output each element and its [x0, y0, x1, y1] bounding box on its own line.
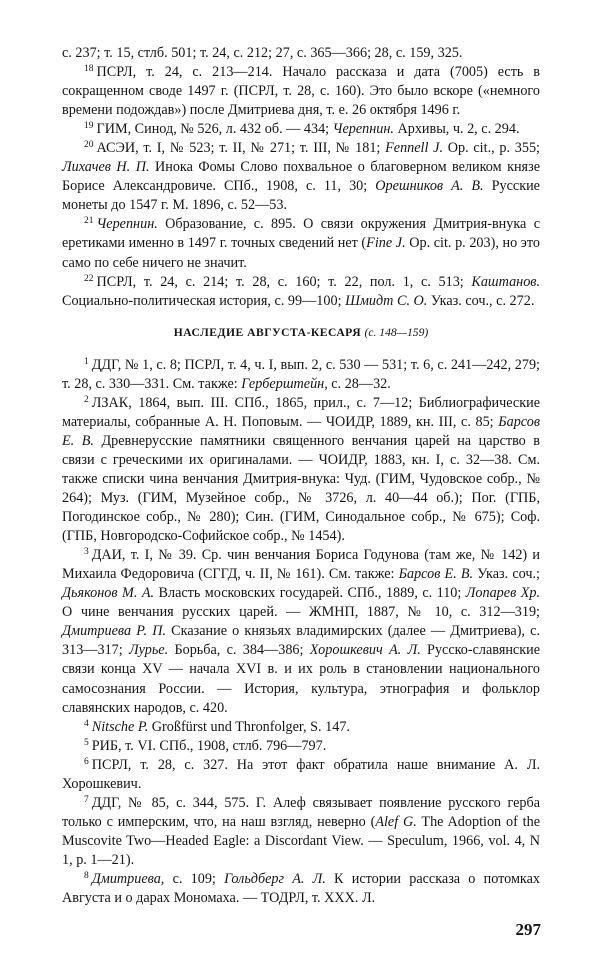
- footnote-3: [62, 546, 540, 717]
- footnote-number: 4: [84, 718, 89, 729]
- footnote-author-italic: Орешников А. В.: [375, 178, 484, 195]
- footnote-text: Борьба, с. 384—386;: [168, 642, 310, 659]
- footnote-text: ГИМ, Синод, № 526, л. 432 об. — 434;: [96, 121, 333, 138]
- footnote-text: ЛЗАК, 1864, вып. III. СПб., 1865, прил., с. 7—12; Библиографические материалы, собранные А. Н. Поповым. — ЧОИДР, 1889, кн. III, с. 85;: [62, 394, 540, 430]
- footnote-author-italic: Лихачев Н. П.: [62, 159, 150, 176]
- footnote-number: 18: [84, 64, 94, 75]
- footnote-author-italic: Дмитриева Р. П.: [62, 623, 166, 640]
- section-title-text: НАСЛЕДИЕ АВГУСТА-КЕСАРЯ: [173, 325, 362, 339]
- footnote-author-italic: Лурье.: [129, 642, 169, 659]
- footnote-continued: [62, 44, 540, 63]
- footnote-text: Русские монеты до 1547 г. М. 1896, с. 52—53.: [62, 178, 540, 214]
- footnotes-column: [62, 44, 540, 908]
- footnote-text: Op. cit., p. 355;: [443, 140, 540, 157]
- footnote-text: АСЭИ, т. I, № 523; т. II, № 271; т. III, № 181;: [96, 140, 386, 157]
- footnote-6: [62, 756, 540, 794]
- footnote-author-italic: Fennell J.: [385, 140, 444, 157]
- footnote-2: [62, 394, 540, 546]
- footnote-text: ДДГ, № 85, с. 344, 575. Г. Алеф связывает появление русского герба только с имперским, что, на наш взгляд, неверно (: [62, 794, 540, 830]
- footnote-text: с. 237; т. 15, стлб. 501; т. 24, с. 212; 27, с. 365—366; 28, с. 159, 325.: [62, 45, 463, 61]
- footnote-author-italic: Alef G.: [375, 813, 417, 830]
- footnote-text: Инока Фомы Слово похвальное о благоверном великом князе Борисе Александровиче. СПб., 1908, с. 11, 30;: [62, 159, 540, 195]
- footnote-number: 1: [84, 356, 89, 367]
- footnote-number: 5: [84, 737, 89, 748]
- footnote-number: 3: [84, 547, 89, 558]
- footnote-text: The Adoption of the Muscovite Two—Headed Eagle: a Discordant View. — Speculum, 1966, vol. 4, N 1, p. 1—21).: [62, 813, 540, 868]
- footnote-number: 6: [84, 756, 89, 767]
- footnote-text: с. 109;: [164, 870, 225, 887]
- footnote-text: Указ. соч., с. 272.: [427, 292, 535, 309]
- footnote-author-italic: Каштанов.: [471, 273, 540, 290]
- footnote-author-italic: Nitsche P.: [91, 718, 149, 735]
- footnotes-section: [62, 356, 540, 908]
- footnote-21: [62, 215, 540, 272]
- footnote-text: Op. cit. p. 203), но это само по себе ничего не значит.: [62, 235, 541, 271]
- footnote-number: 7: [84, 794, 89, 805]
- footnote-text: Образование, с. 895. О связи окружения Дмитрия-внука с еретиками именно в 1497 г. точных сведений нет (: [62, 216, 540, 252]
- footnote-text: Архивы, ч. 2, с. 294.: [393, 121, 520, 138]
- footnote-text: О чине венчания русских царей. — ЖМНП, 1887, № 10, с. 312—319;: [62, 604, 540, 621]
- footnote-18: [62, 63, 540, 120]
- footnote-22: [62, 273, 540, 311]
- footnote-number: 2: [84, 394, 89, 405]
- footnote-text: Указ. соч.;: [473, 566, 540, 583]
- footnote-author-italic: Барсов Е. В.: [398, 566, 474, 583]
- footnote-author-italic: Гольдберг А. Л.: [224, 870, 326, 887]
- footnote-1: [62, 356, 540, 394]
- footnotes-previous-chapter: [62, 44, 540, 311]
- footnote-author-italic: Хорошкевич А. Л.: [309, 642, 421, 659]
- footnote-7: [62, 794, 540, 870]
- footnote-author-italic: Дьяконов М. А.: [62, 585, 155, 602]
- footnote-text: ПСРЛ, т. 28, с. 327. На этот факт обратила наше внимание А. Л. Хорошкевич.: [62, 756, 540, 792]
- footnote-text: Социально-политическая история, с. 99—100;: [62, 292, 346, 309]
- footnote-text: РИБ, т. VI. СПб., 1908, стлб. 796—797.: [91, 737, 327, 754]
- footnote-text: Древнерусские памятники священного венчания царей на царство в связи с греческими их оригиналами. — ЧОИДР, 1883, кн. I, с. 32—38. См. также списки чина венчания Дмитрия-внука: Чуд. (ГИМ, Чудовское собр., № 264); Муз. (ГИМ, Музейное собр., № 3726, л. 40—44 об.); Пог. (ГПБ, Погодинское собр., № 280); Син. (ГИМ, Синодальное собр., № 675); Соф. (ГПБ, Новгородско-Софийское собр., № 1454).: [62, 432, 540, 545]
- footnote-number: 8: [84, 870, 89, 881]
- footnote-text: ПСРЛ, т. 24, с. 214; т. 28, с. 160; т. 22, пол. 1, с. 513;: [96, 273, 472, 290]
- footnote-author-italic: Черепнин.: [96, 216, 158, 233]
- footnote-text: ПСРЛ, т. 24, с. 213—214. Начало рассказа и дата (7005) есть в сокращенном своде 1497 г. (ПСРЛ, т. 28, с. 160). Это было вскоре («немного времени подождав») после Дмитриева дня, т. е. 26 октября 1496 г.: [62, 64, 540, 119]
- footnote-number: 21: [84, 216, 94, 227]
- footnote-number: 22: [84, 273, 94, 284]
- footnote-text: ДДГ, № 1, с. 8; ПСРЛ, т. 4, ч. I, вып. 2, с. 530 — 531; т. 6, с. 241—242, 279; т. 28, с. 330—331. См. также:: [62, 356, 540, 392]
- footnote-text: ДАИ, т. I, № 39. Ср. чин венчания Бориса Годунова (там же, № 142) и Михаила Федоровича (СГГД, ч. II, № 161). См. также:: [62, 547, 540, 583]
- footnote-text: Сказание о князьях владимирских (далее — Дмитриева), с. 313—317;: [62, 623, 540, 659]
- footnote-number: 20: [84, 140, 94, 151]
- footnote-19: [62, 120, 540, 139]
- footnote-author-italic: Fine J.: [366, 235, 406, 252]
- footnote-author-italic: Барсов Е. В.: [62, 413, 540, 449]
- footnote-text: Русско-славянские связи конца XV — начала XVI в. и их роль в становлении национального самосознания России. — История, культура, этнография и фольклор славянских народов, с. 420.: [62, 642, 541, 716]
- page-number: 297: [515, 920, 541, 939]
- footnote-20: [62, 139, 540, 215]
- footnote-author-italic: Шмидт С. О.: [345, 292, 428, 309]
- footnote-5: [62, 737, 540, 756]
- footnote-author-italic: Черепнин.: [332, 121, 394, 138]
- footnote-author-italic: Лопарев Хр.: [465, 585, 541, 602]
- footnote-text: Власть московских государей. СПб., 1889, с. 110;: [154, 585, 466, 602]
- footnote-text: с. 28—32.: [327, 375, 391, 392]
- footnote-8: [62, 870, 540, 908]
- footnote-4: [62, 718, 540, 737]
- section-title: [62, 323, 540, 342]
- footnote-number: 19: [84, 121, 94, 132]
- footnote-text: Großfürst und Thronfolger, S. 147.: [148, 718, 350, 735]
- footnote-text: К истории рассказа о потомках Августа и о дарах Мономаха. — ТОДРЛ, т. XXX. Л.: [62, 870, 540, 907]
- section-page-range: (с. 148—159): [364, 325, 429, 339]
- footnote-author-italic: Дмитриева,: [91, 870, 165, 887]
- footnote-author-italic: Герберштейн,: [241, 375, 328, 392]
